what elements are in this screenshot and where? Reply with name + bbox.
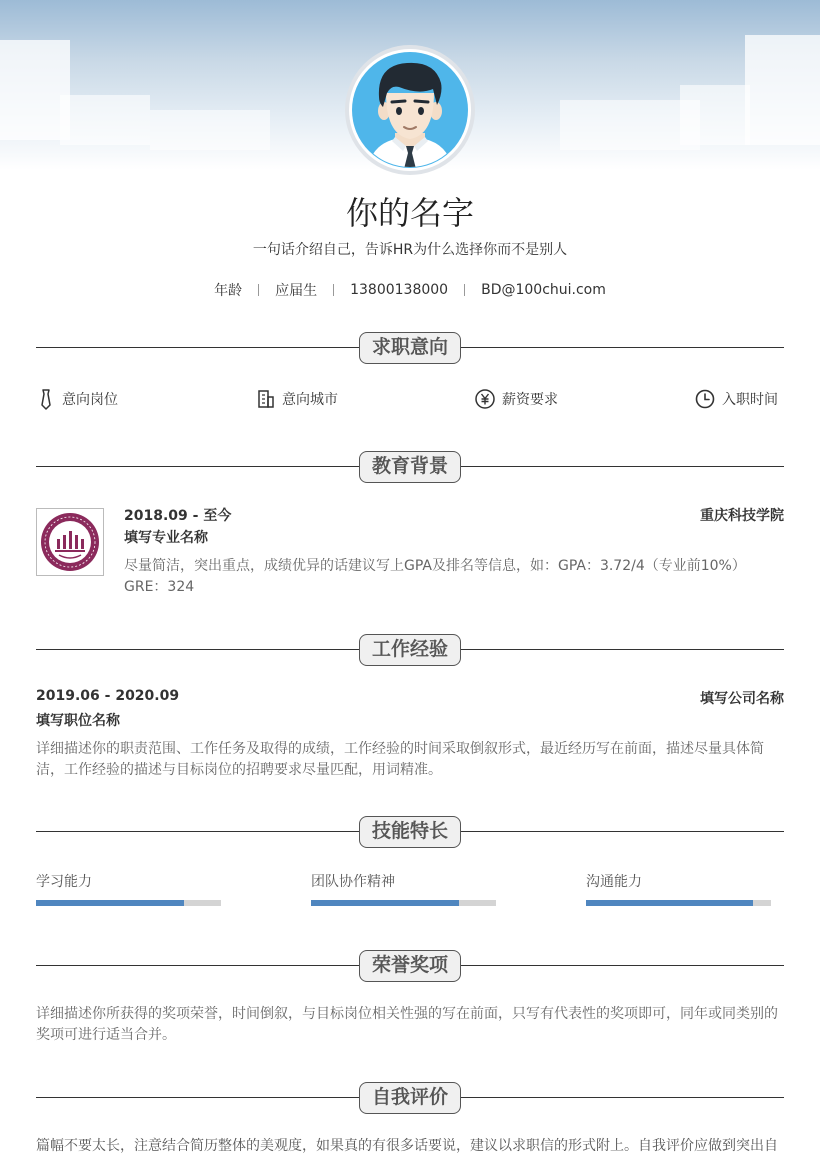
skill-bar-fill — [586, 900, 753, 906]
tagline: 一句话介绍自己，告诉HR为什么选择你而不是别人 — [252, 242, 568, 258]
section-header-self — [36, 1082, 784, 1114]
education-description: 尽量简洁，突出重点，成绩优异的话建议写上GPA及排名等信息，如：GPA：3.72/4（专业前10%） GRE：324 — [124, 558, 746, 595]
building-shape — [150, 110, 270, 150]
building-shape — [60, 95, 150, 145]
section-title: 工作经验 — [359, 634, 461, 666]
skill-bar-track — [311, 900, 496, 906]
skill-label: 沟通能力 — [586, 874, 642, 890]
major-name: 填写专业名称 — [124, 530, 208, 546]
avatar-illustration-icon — [349, 49, 471, 171]
section-header-intent — [36, 332, 784, 364]
job-title: 填写职位名称 — [36, 713, 120, 729]
contact-age: 年龄 — [214, 283, 243, 299]
contact-email: BD@100chui.com — [481, 282, 606, 298]
divider — [258, 284, 259, 296]
company-name: 填写公司名称 — [700, 691, 784, 707]
section-header-education — [36, 451, 784, 483]
job-intent-row — [36, 388, 784, 410]
intent-city-label: 意向城市 — [282, 392, 338, 408]
skill-bar-track — [586, 900, 771, 906]
clock-icon — [694, 388, 716, 410]
divider — [464, 284, 465, 296]
self-evaluation-description: 篇幅不要太长，注意结合简历整体的美观度，如果真的有很多话要说，建议以求职信的形式附上。自我评价应做到突出自 — [36, 1138, 778, 1154]
intent-salary — [474, 388, 558, 410]
section-title: 荣誉奖项 — [359, 950, 461, 982]
skill-bar-fill — [311, 900, 459, 906]
yuan-icon — [474, 388, 496, 410]
skill-label: 学习能力 — [36, 874, 92, 890]
work-description: 详细描述你的职责范围、工作任务及取得的成绩，工作经验的时间采取倒叙形式，最近经历写在前面，描述尽量具体简洁，工作经验的描述与目标岗位的招聘要求尽量匹配，用词精准。 — [36, 741, 764, 778]
intent-time-label: 入职时间 — [722, 392, 778, 408]
building-shape — [680, 85, 750, 145]
school-name: 重庆科技学院 — [700, 508, 784, 524]
section-header-honors — [36, 950, 784, 982]
skill-bar-fill — [36, 900, 184, 906]
skill-item — [311, 871, 496, 891]
section-title: 自我评价 — [359, 1082, 461, 1114]
contact-info-row — [0, 280, 820, 300]
building-shape — [560, 100, 700, 150]
skill-bar-track — [36, 900, 221, 906]
building-shape — [745, 35, 820, 145]
education-period: 2018.09 - 至今 — [124, 508, 232, 524]
section-title: 技能特长 — [359, 816, 461, 848]
section-header-work — [36, 634, 784, 666]
contact-phone: 13800138000 — [350, 282, 449, 298]
skill-item — [36, 871, 221, 891]
skill-label: 团队协作精神 — [311, 874, 395, 890]
honors-description: 详细描述你所获得的奖项荣誉，时间倒叙，与目标岗位相关性强的写在前面，只写有代表性的奖项即可，同年或同类别的奖项可进行适当合并。 — [36, 1006, 778, 1043]
intent-position — [36, 388, 118, 410]
school-logo — [36, 508, 104, 576]
intent-time — [694, 388, 778, 410]
divider — [333, 284, 334, 296]
work-period: 2019.06 - 2020.09 — [36, 688, 180, 704]
intent-city — [256, 388, 338, 410]
section-title: 求职意向 — [359, 332, 461, 364]
contact-status: 应届生 — [275, 283, 318, 299]
section-title: 教育背景 — [359, 451, 461, 483]
section-header-skills — [36, 816, 784, 848]
university-seal-icon — [37, 509, 103, 575]
tie-icon — [36, 388, 56, 410]
intent-position-label: 意向岗位 — [62, 392, 118, 408]
building-icon — [256, 388, 276, 410]
intent-salary-label: 薪资要求 — [502, 392, 558, 408]
avatar — [345, 45, 475, 175]
candidate-name: 你的名字 — [345, 194, 474, 232]
skill-item — [586, 871, 771, 891]
